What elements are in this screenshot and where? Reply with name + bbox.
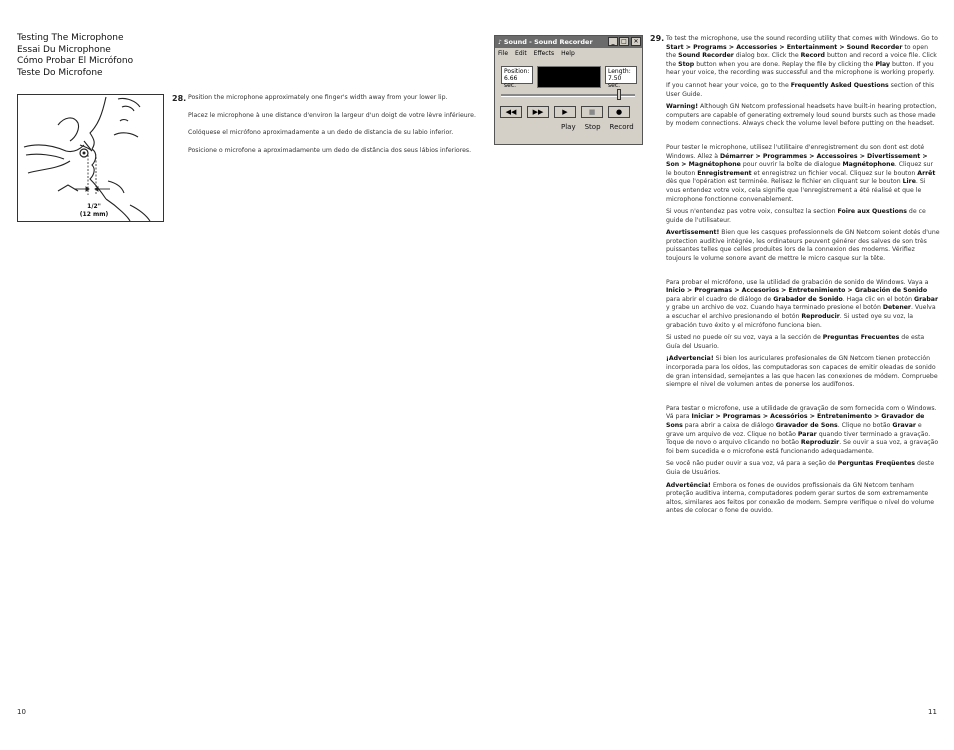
close-button[interactable]: ✕ <box>631 37 641 46</box>
position-slider-thumb[interactable] <box>617 89 621 100</box>
maximize-button[interactable]: □ <box>619 37 629 46</box>
minimize-button[interactable]: _ <box>608 37 618 46</box>
step-29-es-faq: Si usted no puede oír su voz, vaya a la sección de Preguntas Frecuentes de esta Guía del Usuario. <box>666 334 925 350</box>
step-28-text <box>188 94 478 159</box>
measure-mm: (12 mm) <box>79 211 109 218</box>
position-value: 6.66 sec. <box>504 75 518 89</box>
step-29-en-instructions: To test the microphone, use the sound recording utility that comes with Windows. Go to Start > Programs > Accessories > Entertainment > Sound Recorder to open the Sound Recorder dialog box. Click the Record button and record a voice file. Click the Stop button when you are done. Replay the file by clicking the Play button. If you hear your voice, the recording was successful and the microphone is working properly. <box>666 35 938 77</box>
step-28-number: 28. <box>172 94 187 103</box>
microphone-position-illustration <box>17 94 164 222</box>
record-label: Record <box>609 123 634 131</box>
step-29-en-faq: If you cannot hear your voice, go to the Frequently Asked Questions section of this User Guide. <box>666 81 935 98</box>
stop-label: Stop <box>584 123 601 131</box>
length-value: 7.50 sec. <box>608 75 622 89</box>
step-28-english: Position the microphone approximately one finger's width away from your lower lip. <box>188 94 448 101</box>
recorder-title: Sound - Sound Recorder <box>503 38 593 46</box>
transport-labels <box>561 123 634 131</box>
step-29-pt-faq: Se você não puder ouvir a sua voz, vá para a seção de Perguntas Freqüentes deste Guia de Usuários. <box>666 460 935 476</box>
step-28-spanish: Colóquese el micrófono aproximadamente a un dedo de distancia de su labio inferior. <box>188 129 454 137</box>
step-29-pt-warning: Advertência! Embora os fones de ouvidos profissionais da GN Netcom tenham proteção auditiva interna, computadores podem gerar surtos de som extremamente altos, similares aos feitos por conexão de modem. Sempre verifique o nível do volume antes de colocar o fone de ouvido. <box>666 481 935 515</box>
step-29-es-instructions: Para probar el micrófono, use la utilidad de grabación de sonido de Windows. Vaya a Inicio > Programas > Accesorios > Entretenimiento > Grabación de Sonido para abrir el cuadro de diálogo de Grabador de Sonido. Haga clic en el botón Grabar y grabe un archivo de voz. Cuando haya terminado presione el botón Detener. Vuelva a escuchar el archivo presionando el botón Reproducir. Si usted oye su voz, la grabación tuvo éxito y el micrófono funciona bien. <box>666 278 938 329</box>
step-29-en-warning: Warning! Although GN Netcom professional headsets have built-in hearing protection, computers are capable of generating extremely loud sound bursts such as those made by modem connections. Always check the volume level before putting on the headset. <box>666 103 937 128</box>
recorder-menubar <box>495 48 642 58</box>
position-label: Position: <box>504 68 530 75</box>
step-28-french: Placez le microphone à une distance d'environ la largeur d'un doigt de votre lèvre inférieure. <box>188 111 476 119</box>
measure-label <box>74 203 114 219</box>
recorder-app-icon: ♪ <box>498 38 502 46</box>
menu-edit[interactable]: Edit <box>515 49 527 57</box>
play-button[interactable]: ▶ <box>554 106 576 118</box>
length-readout <box>605 66 637 89</box>
menu-file[interactable]: File <box>498 49 509 57</box>
title-english: Testing The Microphone <box>17 33 124 43</box>
title-french: Essai Du Microphone <box>17 44 111 55</box>
step-29-fr-faq: Si vous n'entendez pas votre voix, consultez la section Foire aux Questions de ce guide de l'utilisateur. <box>666 208 926 224</box>
record-button[interactable]: ● <box>608 106 630 118</box>
section-titles <box>17 33 187 79</box>
step-28-portuguese: Posicione o microfone a aproximadamente um dedo de distância dos seus lábios inferiores. <box>188 146 472 154</box>
step-29-fr-warning: Avertissement! Bien que les casques professionnels de GN Netcom soient dotés d'une protection auditive intégrée, les ordinateurs peuvent générer des salves de son très puissantes telles que celles produites lors de la connexion des modems. Vérifiez toujours le volume sonore avant de mettre le micro casque sur la tête. <box>666 229 940 263</box>
step-29-number: 29. <box>650 34 665 43</box>
measure-inches: 1/2" <box>87 203 101 210</box>
title-portuguese: Teste Do Microfone <box>17 67 103 78</box>
stop-button[interactable]: ■ <box>581 106 603 118</box>
length-label: Length: <box>608 68 631 75</box>
title-spanish: Cómo Probar El Micrófono <box>17 56 134 66</box>
waveform-display <box>537 66 601 88</box>
recorder-titlebar <box>495 36 642 48</box>
menu-effects[interactable]: Effects <box>533 49 555 57</box>
position-slider-track[interactable] <box>501 94 635 97</box>
page-number-left: 10 <box>17 708 26 716</box>
step-29-text <box>666 35 940 520</box>
play-label: Play <box>561 123 576 131</box>
transport-controls <box>500 106 630 118</box>
step-29-pt-instructions: Para testar o microfone, use a utilidade de gravação de som fornecida com o Windows. Vá para Iniciar > Programas > Acessórios > Entretenimento > Gravador de Sons para abrir a caixa de diálogo Gravador de Sons. Clique no botão Gravar e grave um arquivo de voz. Clique no botão Parar quando tiver terminado a gravação. Toque de novo o arquivo clicando no botão Reproduzir. Se ouvir a sua voz, a gravação foi bem sucedida e o microfone está funcionando adequadamente. <box>666 404 939 455</box>
step-29-fr-instructions: Pour tester le microphone, utilisez l'utilitaire d'enregistrement du son dont est doté Windows. Allez à Démarrer > Programmes > Accessoires > Divertissement > Son > Magnétophone pour ouvrir la boîte de dialogue Magnétophone. Cliquez sur le bouton Enregistrement et enregistrez un fichier vocal. Cliquez sur le bouton Arrêt dès que l'opération est terminée. Relisez le fichier en cliquant sur le bouton Lire. Si vous entendez votre voix, cela signifie que l'enregistrement a été réalisé et que le microphone fonctionne convenablement. <box>666 143 936 203</box>
menu-help[interactable]: Help <box>561 49 575 57</box>
rewind-button[interactable]: ◀◀ <box>500 106 522 118</box>
forward-button[interactable]: ▶▶ <box>527 106 549 118</box>
page-number-right: 11 <box>928 708 937 716</box>
position-readout <box>501 66 533 89</box>
sound-recorder-window <box>494 35 643 145</box>
step-29-es-warning: ¡Advertencia! Si bien los auriculares profesionales de GN Netcom tienen protección incorporada para los oídos, las computadoras son capaces de emitir oleadas de sonido de gran intensidad, semejantes a las que hacen las conexiones de módem. Compruebe siempre el nivel de volumen antes de ponerse los audífonos. <box>666 355 938 389</box>
